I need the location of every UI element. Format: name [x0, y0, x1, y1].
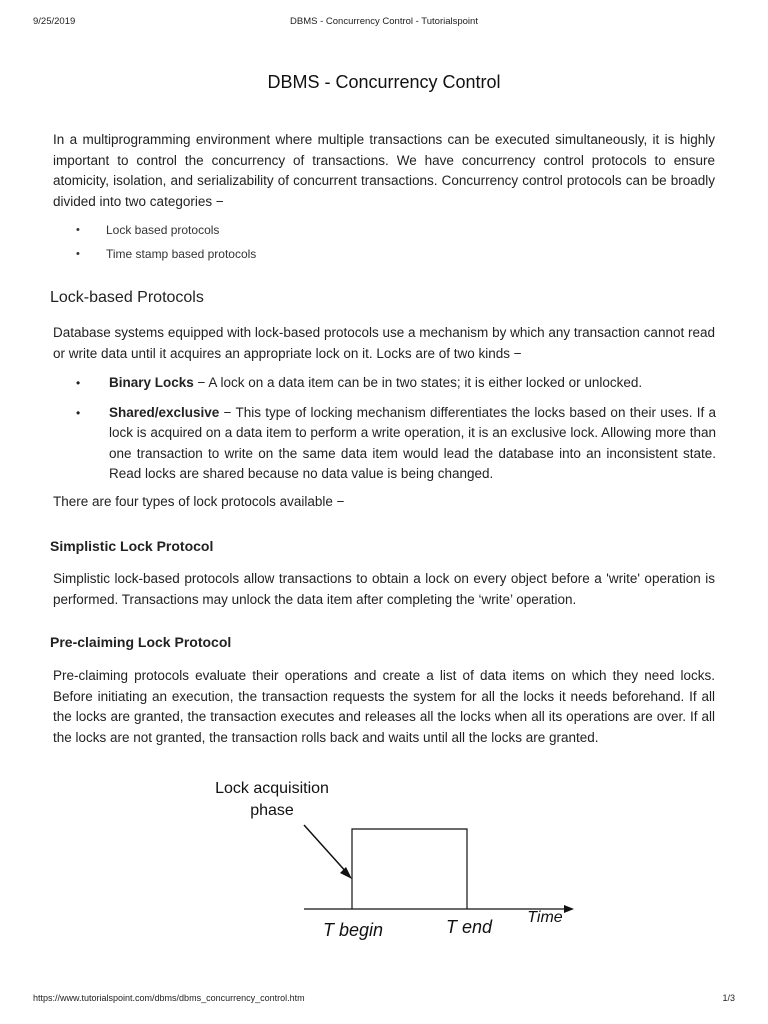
list-item — [76, 373, 716, 394]
diagram-label-line2: phase — [250, 802, 294, 819]
t-end-label: T end — [445, 917, 493, 937]
page-title: DBMS - Concurrency Control — [267, 72, 501, 92]
category-list — [76, 222, 256, 270]
preclaiming-heading: Pre-claiming Lock Protocol — [50, 634, 232, 650]
lock-kind-term: Shared/exclusive — [109, 404, 220, 420]
lock-types-intro: There are four types of lock protocols available − — [53, 494, 345, 509]
preclaiming-text: Pre-claiming protocols evaluate their operations and create a list of data items on which they need locks. Before initiating an execution, the transaction requests the system for all the locks it needs beforehand. If all the locks are granted, the transaction executes and releases all the locks when all its operations are over. If all the locks are not granted, the transaction rolls back and waits until all the locks are granted. — [53, 668, 715, 745]
lock-kind-term: Binary Locks — [109, 375, 194, 390]
simplistic-text: Simplistic lock-based protocols allow transactions to obtain a lock on every object before a 'write' operation is performed. Transactions may unlock the data item after completing the ‘write’ operation. — [53, 571, 715, 607]
header-date: 9/25/2019 — [33, 16, 76, 27]
lock-phase-diagram — [200, 770, 600, 950]
lock-kinds-list — [76, 373, 716, 485]
list-item: • Lock based protocols — [76, 222, 256, 246]
pointer-arrowhead — [340, 867, 352, 879]
time-axis-arrowhead — [564, 905, 574, 913]
diagram-label-line1: Lock acquisition — [215, 780, 329, 797]
lock-based-heading: Lock-based Protocols — [50, 289, 204, 306]
t-begin-label: T begin — [322, 920, 384, 940]
pointer-arrow — [304, 825, 348, 874]
simplistic-heading: Simplistic Lock Protocol — [50, 538, 214, 554]
list-item — [76, 403, 716, 485]
lock-kind-desc: − This type of locking mechanism differentiates the locks based on their uses. If a lock is acquired on a data item to perform a write operation, it is an exclusive lock. Allowing more than one transaction to write on the same data item would lead the database into an inconsistent state. Read locks are shared because no data value is being changed. — [109, 404, 716, 481]
intro-paragraph: In a multiprogramming environment where multiple transactions can be executed simultaneously, it is highly important to control the concurrency of transactions. We have concurrency control protocols to ensure atomicity, isolation, and serializability of concurrent transactions. Concurrency control protocols can be broadly divided into two categories − — [53, 132, 715, 209]
lock-kind-desc: − A lock on a data item can be in two states; it is either locked or unlocked. — [193, 375, 643, 390]
list-item: • Time stamp based protocols — [76, 246, 256, 270]
footer-url: https://www.tutorialspoint.com/dbms/dbms_concurrency_control.htm — [33, 993, 305, 1003]
time-label: Time — [527, 909, 563, 926]
footer-page-number: 1/3 — [722, 993, 735, 1003]
lock-phase-box — [352, 829, 467, 909]
header-title: DBMS - Concurrency Control - Tutorialspoint — [290, 16, 478, 27]
lock-based-intro: Database systems equipped with lock-based protocols use a mechanism by which any transaction cannot read or write data until it acquires an appropriate lock on it. Locks are of two kinds − — [53, 325, 715, 361]
